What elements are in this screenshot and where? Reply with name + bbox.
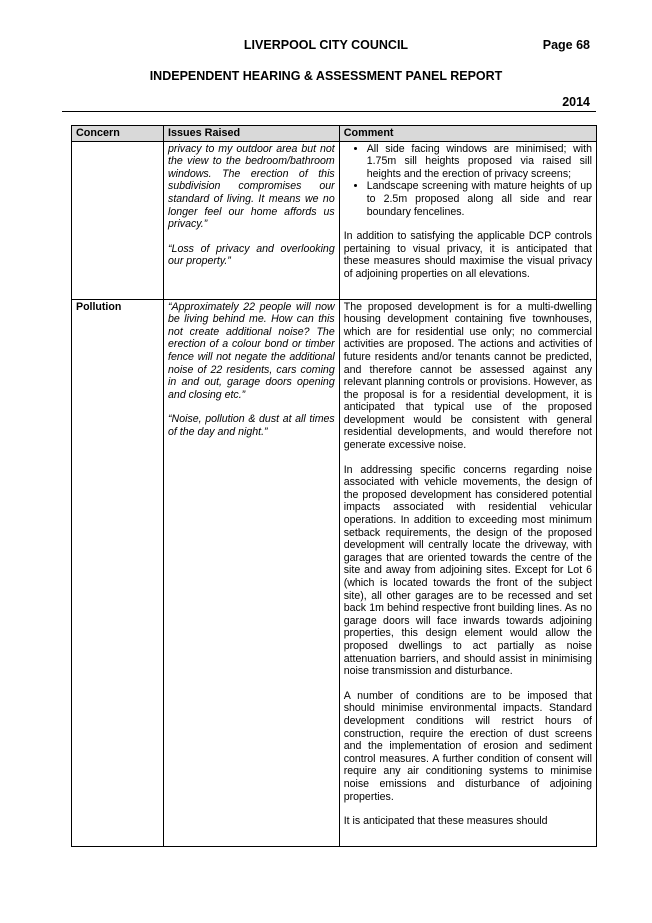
- council-title: LIVERPOOL CITY COUNCIL: [243, 38, 409, 52]
- comment-text: The proposed development is for a multi-dwelling housing development containing five townhouses, which are for residential use only; no commercial activities are proposed. The actions and activities of future residents and/or tenants cannot be predicted, and therefore cannot be assessed against any relevant planning controls or provisions. However, as the proposal is for a residential development, it is anticipated that typical use of the proposed development would be consistent with general residential developments, and would therefore not generate excessive noise.: [343, 300, 592, 452]
- report-year: 2014: [562, 95, 590, 109]
- column-header-comment: Comment: [339, 126, 596, 142]
- header-divider: [62, 111, 596, 112]
- concern-cell: [72, 141, 164, 299]
- comment-cell: [339, 299, 596, 846]
- comment-text: In addressing specific concerns regarding noise associated with vehicle movements, the design of the proposed development has considered potential impacts associated with residential vehicular operations. In addition to exceeding most minimum setback requirements, the design of the proposed development will centrally locate the driveway, with garages that are oriented towards the centre of the site and away from adjoining sites. Except for Lot 6 (which is located towards the front of the subject site), all other garages are to be recessed and set back 1m behind respective front building lines. As no garage doors will face inwards towards adjoining properties, this design element would allow the proposed dwellings to act partially as noise attenuation barriers, and should assist in minimising noise transmission and disturbance.: [343, 463, 592, 678]
- comment-bullet: • All side facing windows are minimised; with 1.75m sill heights proposed via raised sill heights and the erection of privacy screens;: [367, 143, 592, 181]
- comment-cell: [339, 141, 596, 299]
- table-row: [72, 141, 597, 299]
- column-header-issues: Issues Raised: [164, 126, 340, 142]
- column-header-concern: Concern: [72, 126, 164, 142]
- comment-text: In addition to satisfying the applicable DCP controls pertaining to visual privacy, it is anticipated that these measures should maximise the visual privacy of adjoining properties on all elevations.: [343, 230, 592, 280]
- table-header-row: [72, 126, 597, 142]
- table-row: [72, 299, 597, 846]
- issues-cell: [164, 299, 340, 846]
- concern-cell: Pollution: [72, 299, 164, 846]
- issues-cell: [164, 141, 340, 299]
- page-number: Page 68: [542, 38, 590, 52]
- comment-text: It is anticipated that these measures should: [343, 815, 548, 828]
- comment-bullet-list: [344, 143, 592, 219]
- issue-text: privacy to my outdoor area but not the view to the bedroom/bathroom windows. The erection of this subdivision compromises our standard of living. It means we no longer feel our home affords us privacy.”: [168, 142, 335, 231]
- submissions-table: [71, 125, 597, 847]
- comment-text: A number of conditions are to be imposed that should minimise environmental impacts. Standard development conditions will restrict hours of construction, require the erection of dust screens and the implementation of erosion and sediment control measures. A further condition of consent will require any air conditioning systems to minimise noise emissions and disturbance of adjoining properties.: [343, 689, 592, 803]
- issue-text: “Approximately 22 people will now be living behind me. How can this not create additional noise? The erection of a colour bond or timber fence will not negate the additional noise of 22 residents, cars coming in and out, garage doors opening and closing etc.”: [168, 300, 335, 401]
- report-title: INDEPENDENT HEARING & ASSESSMENT PANEL REPORT: [149, 69, 503, 83]
- issue-text: “Loss of privacy and overlooking our property.”: [168, 242, 335, 268]
- issue-text: “Noise, pollution & dust at all times of the day and night.”: [168, 413, 335, 438]
- comment-bullet: • Landscape screening with mature heights of up to 2.5m proposed along all side and rear boundary fencelines.: [367, 180, 592, 218]
